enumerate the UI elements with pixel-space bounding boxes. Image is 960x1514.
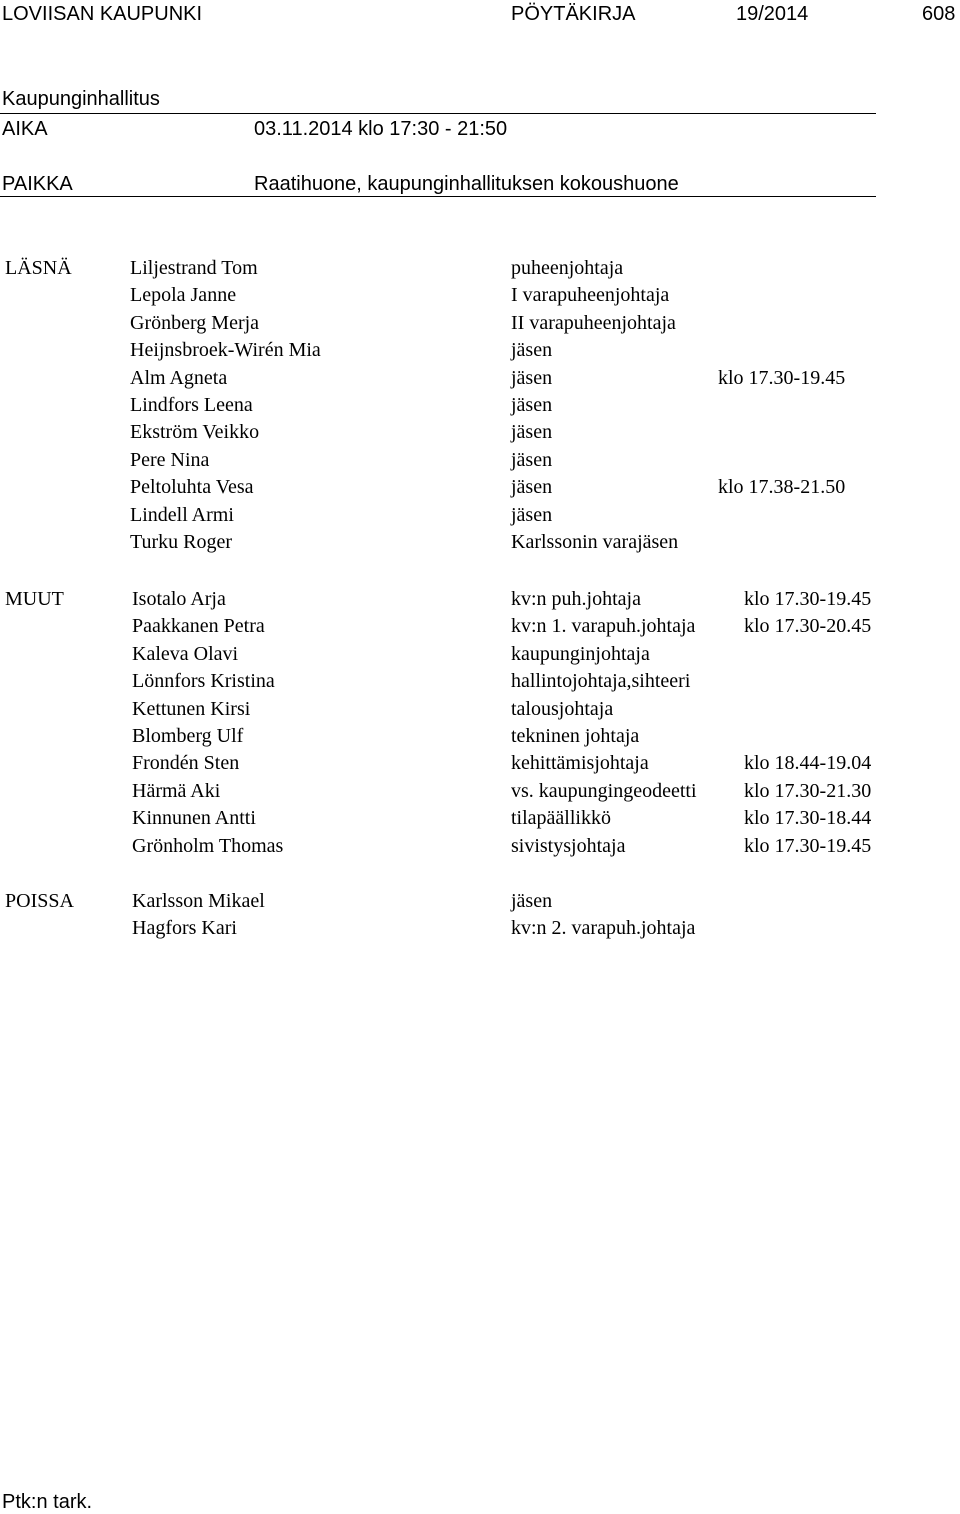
attendee-name: Kettunen Kirsi [132,697,251,720]
place-label: PAIKKA [2,173,73,195]
list-item [0,283,960,311]
attendee-time: klo 17.30-21.30 [744,779,872,802]
attendee-name: Blomberg Ulf [132,725,244,747]
list-item [0,475,960,503]
attendee-name: Paakkanen Petra [132,615,265,638]
attendee-time: klo 17.30-19.45 [718,366,846,389]
attendee-name: Peltoluhta Vesa [130,476,254,499]
list-item [0,779,960,807]
attendee-role: talousjohtaja [511,697,614,720]
list-item [0,614,960,642]
attendee-role: jäsen [511,394,553,416]
list-item [0,503,960,531]
list-item [0,256,960,284]
attendee-role: jäsen [511,476,553,499]
list-item [0,366,960,394]
attendee-name: Kaleva Olavi [132,642,239,665]
body-name-rule [0,113,876,114]
attendee-time: klo 17.30-18.44 [744,807,872,830]
attendee-name: Pere Nina [130,448,210,471]
place-rule [0,196,876,197]
attendee-name: Ekström Veikko [130,421,260,444]
attendee-name: Karlsson Mikael [132,890,265,912]
attendee-time: klo 17.30-19.45 [744,834,872,857]
attendee-role: jäsen [511,421,553,444]
list-item [0,448,960,476]
header-page-number: 608 [922,3,956,25]
attendee-role: kv:n puh.johtaja [511,588,641,610]
attendee-role: sivistysjohtaja [511,834,626,857]
attendee-name: Lindfors Leena [130,394,253,416]
list-item [0,834,960,862]
attendee-time: klo 18.44-19.04 [744,752,872,775]
list-item [0,311,960,339]
attendee-role: vs. kaupungingeodeetti [511,779,697,802]
attendee-role: jäsen [511,366,553,389]
attendee-time: klo 17.30-19.45 [744,588,872,610]
attendee-role: kehittämisjohtaja [511,752,649,775]
attendee-name: Grönberg Merja [130,311,260,334]
time-value: 03.11.2014 klo 17:30 - 21:50 [254,118,508,140]
list-item [0,724,960,752]
attendee-role: jäsen [511,339,553,362]
attendee-name: Heijnsbroek-Wirén Mia [130,339,321,362]
attendee-role: kv:n 1. varapuh.johtaja [511,615,696,638]
attendee-name: Härmä Aki [132,779,221,802]
list-item [0,393,960,421]
header-doc-number: 19/2014 [736,3,809,25]
attendee-name: Turku Roger [130,531,233,553]
attendee-name: Alm Agneta [130,366,228,389]
attendee-name: Lindell Armi [130,503,234,526]
list-item [0,530,960,558]
attendee-name: Frondén Sten [132,752,240,775]
attendee-name: Hagfors Kari [132,917,237,940]
attendee-role: tilapäällikkö [511,807,611,830]
others-label: MUUT [5,588,64,610]
list-item [0,889,960,917]
attendee-role: kv:n 2. varapuh.johtaja [511,917,696,940]
attendee-name: Lepola Janne [130,284,237,307]
attendee-name: Grönholm Thomas [132,834,284,857]
list-item [0,669,960,697]
place-value: Raatihuone, kaupunginhallituksen kokoushuone [254,173,679,195]
attendee-name: Kinnunen Antti [132,807,256,830]
header-doc-type: PÖYTÄKIRJA [511,3,636,25]
list-item [0,587,960,615]
body-name: Kaupunginhallitus [2,88,160,110]
present-label: LÄSNÄ [5,257,72,279]
attendee-name: Isotalo Arja [132,588,226,610]
header-city: LOVIISAN KAUPUNKI [2,3,203,25]
attendee-role: jäsen [511,890,553,912]
attendee-name: Lönnfors Kristina [132,670,275,693]
list-item [0,642,960,670]
attendee-role: puheenjohtaja [511,257,624,279]
absent-label: POISSA [5,890,74,912]
list-item [0,751,960,779]
attendee-role: tekninen johtaja [511,725,640,747]
attendee-role: I varapuheenjohtaja [511,284,670,307]
list-item [0,420,960,448]
list-item [0,338,960,366]
list-item [0,697,960,725]
attendee-role: jäsen [511,503,553,526]
attendee-time: klo 17.30-20.45 [744,615,872,638]
attendee-role: jäsen [511,448,553,471]
list-item [0,806,960,834]
list-item [0,916,960,944]
time-label: AIKA [2,118,48,140]
attendee-role: Karlssonin varajäsen [511,531,679,553]
attendee-role: hallintojohtaja,sihteeri [511,670,691,693]
checked-label: Ptk:n tark. [2,1491,93,1513]
attendee-name: Liljestrand Tom [130,257,258,279]
attendee-role: kaupunginjohtaja [511,642,650,665]
attendee-role: II varapuheenjohtaja [511,311,676,334]
attendee-time: klo 17.38-21.50 [718,476,846,499]
